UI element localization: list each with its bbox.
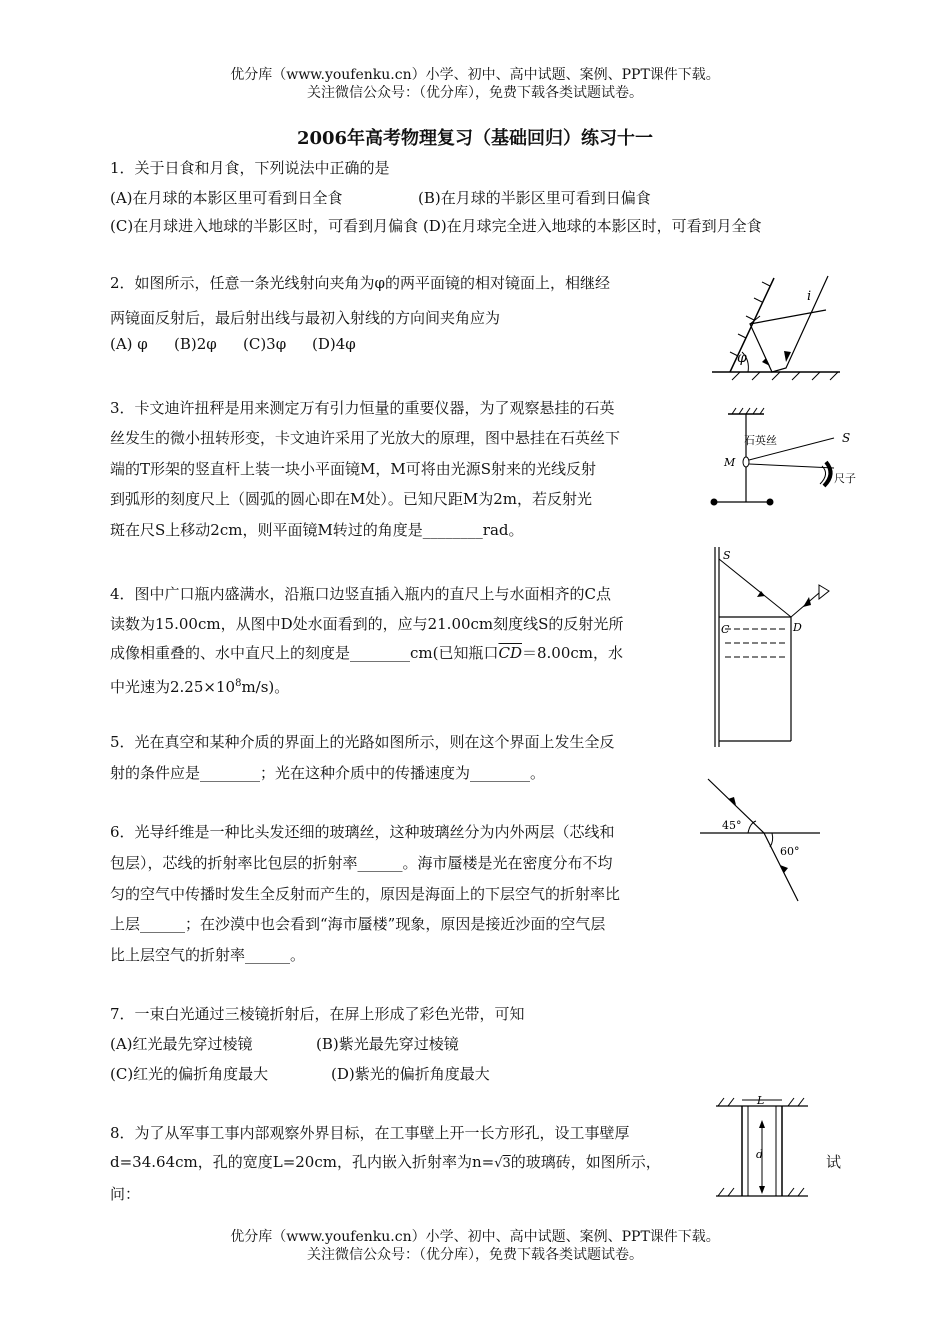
fig-phi-label: φ: [737, 350, 747, 366]
q6-line-2: 包层），芯线的折射率比包层的折射率______。海市蜃楼是光在密度分布不均: [110, 854, 613, 872]
q4-line-3b: ＝8.00cm，水: [522, 644, 624, 662]
q7-option-c: (C)红光的偏折角度最大: [110, 1065, 269, 1083]
wall-hole-figure: [710, 1092, 820, 1200]
fig-i-label: i: [807, 289, 812, 304]
q6-line-4: 上层______；在沙漠中也会看到“海市蜃楼”现象，原因是接近沙面的空气层: [110, 915, 606, 933]
q7-option-d: (D)紫光的偏折角度最大: [331, 1065, 490, 1083]
fig-s-label: S: [723, 549, 731, 562]
q4-line-2: 读数为15.00cm，从图中D处水面看到的，应与21.00cm刻度线S的反射光所: [110, 615, 624, 633]
q3-line-4: 到弧形的刻度尺上（圆弧的圆心即在M处）。已知尺距M为2m，若反射光: [110, 490, 592, 508]
q4-line-4a: 中光速为2.25×10: [110, 678, 236, 696]
q2-line-1: 2．如图所示，任意一条光线射向夹角为φ的两平面镜的相对镜面上，相继经: [110, 274, 611, 292]
fig-c-label: C: [721, 623, 730, 636]
q2-option-c: (C)3φ: [243, 335, 287, 353]
page-footer: [0, 1228, 950, 1264]
footer-line-2: 关注微信公众号：（优分库），免费下载各类试题试卷。: [307, 1247, 643, 1263]
q2-option-b: (B)2φ: [174, 335, 217, 353]
page-title: 2006年高考物理复习（基础回归）练习十一: [296, 128, 654, 149]
fig-d-label: d: [756, 1148, 764, 1161]
q4-line-1: 4．图中广口瓶内盛满水，沿瓶口边竖直插入瓶内的直尺上与水面相齐的C点: [110, 585, 612, 603]
q5-line-1: 5．光在真空和某种介质的界面上的光路如图所示，则在这个界面上发生全反: [110, 733, 615, 751]
fig-s-label: S: [842, 431, 851, 445]
q3-line-2: 丝发生的微小扭转形变，卡文迪许采用了光放大的原理，图中悬挂在石英丝下: [110, 429, 621, 447]
q3-line-5: 斑在尺S上移动2cm，则平面镜M转过的角度是________rad。: [110, 521, 524, 539]
q2-option-d: (D)4φ: [312, 335, 356, 353]
torsion-balance-figure: [706, 406, 866, 516]
q6-line-3: 匀的空气中传播时发生全反射而产生的，原因是海面上的下层空气的折射率比: [110, 885, 621, 903]
mirrors-figure: [710, 272, 845, 382]
q8-line-1: 8．为了从军事工事内部观察外界目标，在工事壁上开一长方形孔，设工事壁厚: [110, 1124, 630, 1142]
q8-line-2c: 试: [826, 1153, 842, 1171]
header-line-1: 优分库（www.youfenku.cn）小学、初中、高中试题、案例、PPT课件下载。: [230, 67, 720, 83]
q8-line-2: [110, 1152, 661, 1174]
q7-stem: 7．一束白光通过三棱镜折射后，在屏上形成了彩色光带，可知: [110, 1005, 525, 1023]
fig-l-label: L: [757, 1094, 765, 1107]
q6-line-1: 6．光导纤维是一种比头发还细的玻璃丝，这种玻璃丝分为内外两层（芯线和: [110, 823, 615, 841]
header-line-2: 关注微信公众号：（优分库），免费下载各类试题试卷。: [307, 85, 643, 101]
refraction-figure: [700, 775, 825, 905]
q4-line-3: [110, 643, 623, 663]
q5-line-2: 射的条件应是________；光在这种介质中的传播速度为________。: [110, 764, 546, 782]
page-header: [0, 66, 950, 102]
q2-option-a: (A) φ: [110, 335, 148, 353]
sqrt-value: 3: [502, 1156, 511, 1171]
q3-line-1: 3．卡文迪许扭秤是用来测定万有引力恒量的重要仪器，为了观察悬挂的石英: [110, 399, 615, 417]
jar-figure: [705, 545, 845, 750]
q3-line-3: 端的T形架的竖直杆上装一块小平面镜M，M可将由光源S射来的光线反射: [110, 460, 597, 478]
q4-exponent: 8: [235, 678, 242, 689]
q7-option-b: (B)紫光最先穿过棱镜: [316, 1035, 459, 1053]
fig-angle-60: 60°: [780, 845, 800, 858]
q7-option-a: (A)红光最先穿过棱镜: [110, 1035, 253, 1053]
fig-angle-45: 45°: [722, 819, 742, 832]
fig-d-label: D: [793, 621, 802, 634]
q8-line-2a: d=34.64cm，孔的宽度L=20cm，孔内嵌入折射率为n=: [110, 1153, 495, 1171]
sqrt-symbol: √3: [494, 1156, 511, 1171]
q1-stem: 1．关于日食和月食，下列说法中正确的是: [110, 159, 390, 177]
q6-line-5: 比上层空气的折射率______。: [110, 946, 306, 964]
q1-option-a: (A)在月球的本影区里可看到日全食: [110, 189, 343, 207]
fig-m-label: M: [724, 456, 736, 469]
fig-ruler-label: 尺子: [834, 472, 856, 485]
footer-line-1: 优分库（www.youfenku.cn）小学、初中、高中试题、案例、PPT课件下载。: [230, 1229, 720, 1245]
q4-line-4b: m/s)。: [241, 678, 290, 696]
q8-line-3: 问：: [110, 1185, 141, 1203]
q4-line-3a: 成像相重叠的、水中直尺上的刻度是________cm(已知瓶口: [110, 644, 499, 662]
q8-line-2b: 的玻璃砖，如图所示，: [510, 1153, 661, 1171]
fig-wire-label: 石英丝: [744, 434, 777, 447]
q2-line-2: 两镜面反射后，最后射出线与最初入射线的方向间夹角应为: [110, 309, 501, 327]
q1-options-cd: (C)在月球进入地球的半影区时，可看到月偏食 (D)在月球完全进入地球的本影区时，可看到月全食: [110, 217, 762, 235]
q1-option-b: (B)在月球的半影区里可看到日偏食: [418, 189, 651, 207]
segment-cd: $\overline{CD}$: [498, 644, 522, 662]
q4-line-4: [110, 674, 289, 697]
